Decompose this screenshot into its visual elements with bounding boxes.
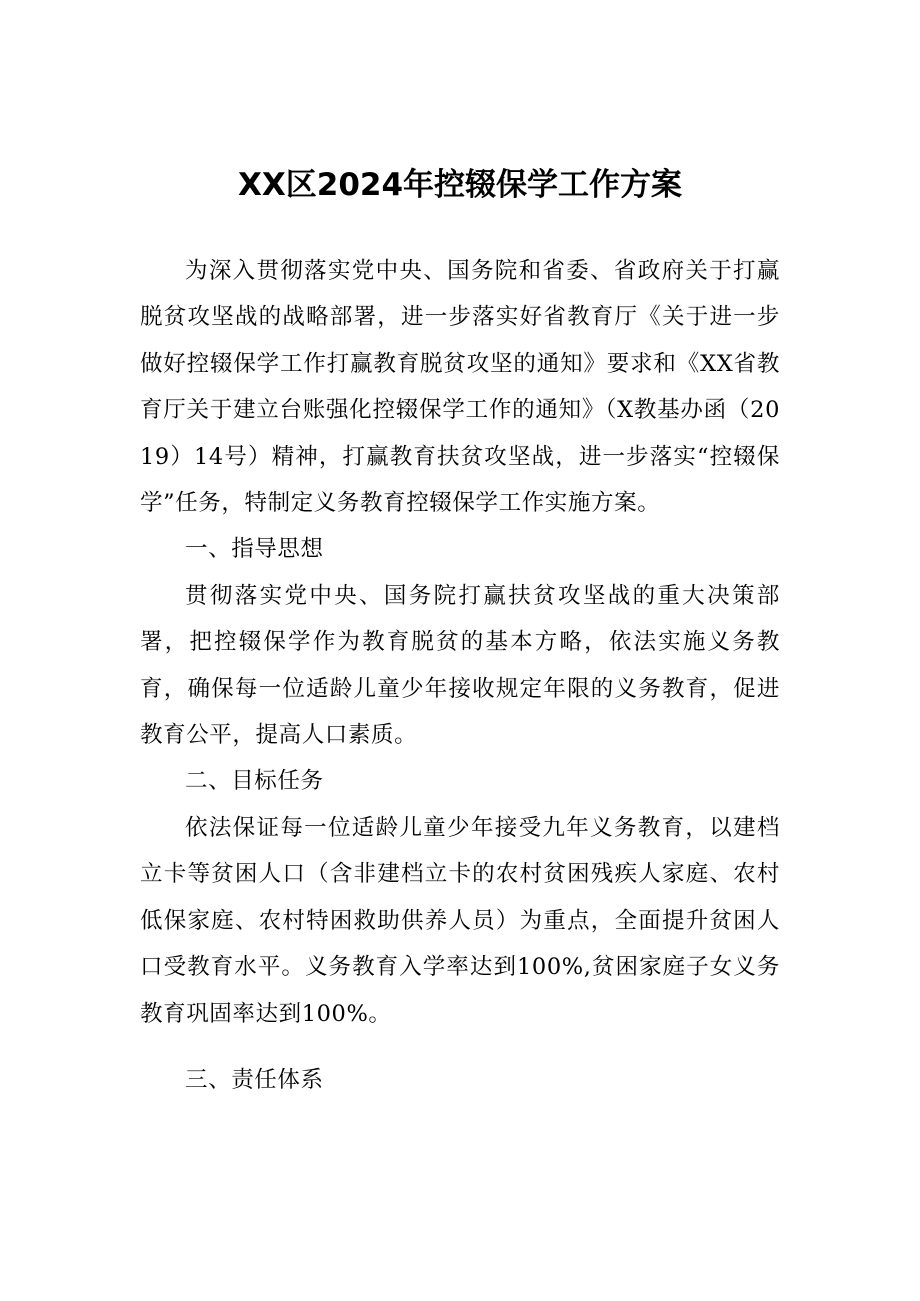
- section-heading-responsibility-system: 三、责任体系: [185, 1066, 324, 1093]
- section-heading-guiding-ideology: 一、指导思想: [185, 536, 324, 563]
- document-title: XX区2024年控辍保学工作方案: [237, 167, 683, 203]
- section-heading-goals-tasks: 二、目标任务: [185, 768, 324, 795]
- section-body-guiding-ideology: 贯彻落实党中央、国务院打赢扶贫攻坚战的重大决策部署，把控辍保学作为教育脱贫的基本方略，依法实施义务教育，确保每一位适龄儿童少年接收规定年限的义务教育，促进教育公平，提高人口素质。: [140, 582, 780, 749]
- document-body: [140, 248, 780, 1103]
- intro-paragraph: 为深入贯彻落实党中央、国务院和省委、省政府关于打赢脱贫攻坚战的战略部署，进一步落实好省教育厅《关于进一步做好控辍保学工作打赢教育脱贫攻坚的通知》要求和《XX省教育厅关于建立台账强化控辍保学工作的通知》（X教基办函（2019）14号）精神，打赢教育扶贫攻坚战，进一步落实“控辍保学”任务，特制定义务教育控辍保学工作实施方案。: [140, 258, 780, 517]
- section-body-goals-tasks: 依法保证每一位适龄儿童少年接受九年义务教育，以建档立卡等贫困人口（含非建档立卡的农村贫困残疾人家庭、农村低保家庭、农村特困救助供养人员）为重点，全面提升贫困人口受教育水平。义务教育入学率达到100%,贫困家庭子女义务教育巩固率达到100%。: [140, 814, 780, 1027]
